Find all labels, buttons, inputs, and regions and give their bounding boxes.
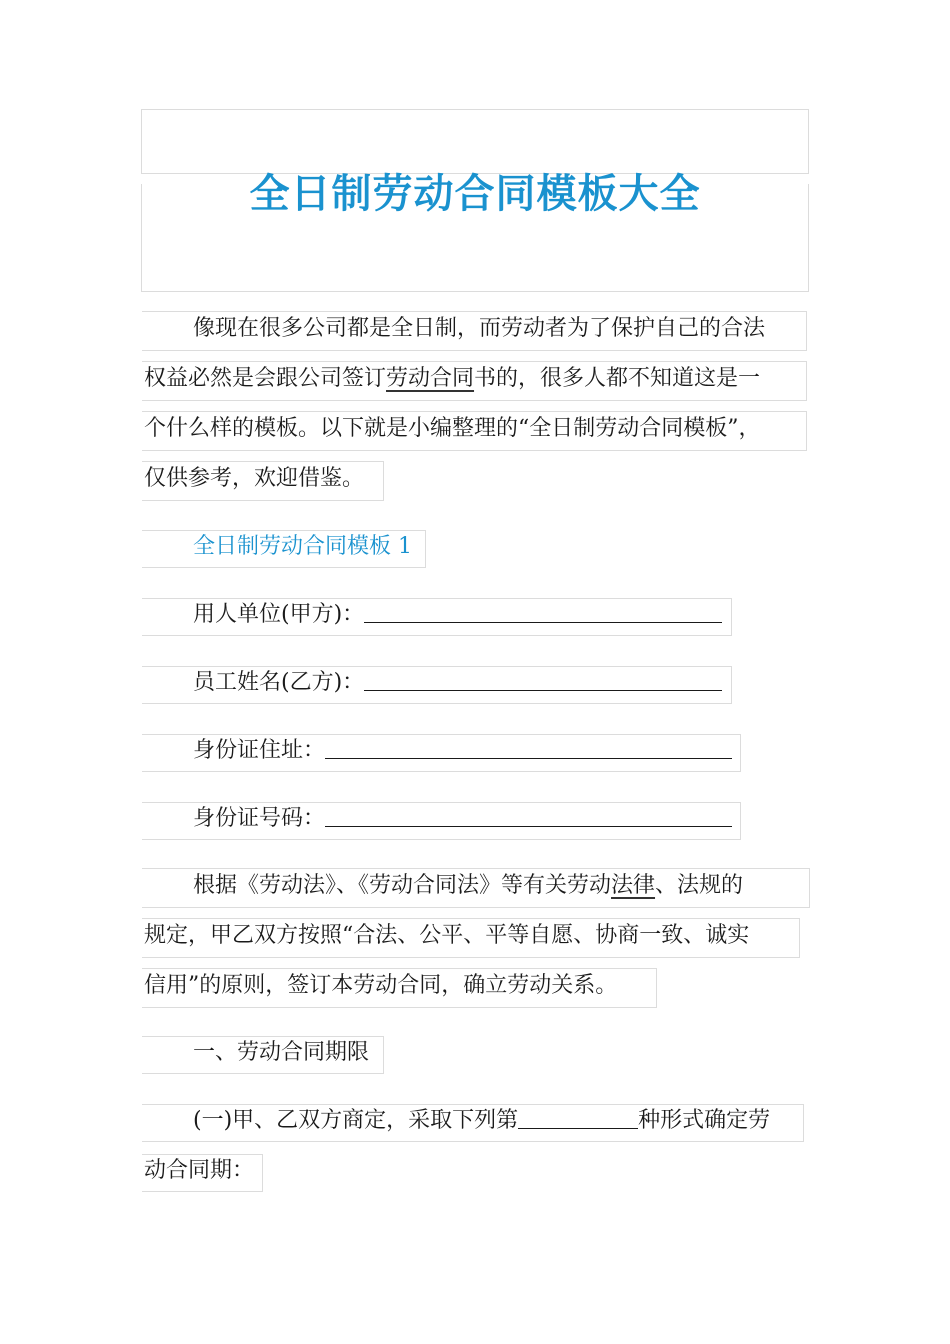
intro-line-2	[144, 362, 760, 396]
basis-line-3: 信用”的原则，签订本劳动合同，确立劳动关系。	[144, 973, 618, 998]
basis-line-1-end: 、法规的	[655, 873, 744, 898]
contract-form-blank[interactable]	[518, 1104, 638, 1129]
employee-blank[interactable]	[364, 666, 722, 691]
clause-1-line-1	[193, 1104, 770, 1138]
intro-line-2-start: 权益必然是会跟公司签订	[144, 366, 387, 391]
clause-1-line-2: 动合同期：	[144, 1158, 255, 1183]
id-number-blank[interactable]	[325, 802, 732, 827]
employer-label: 用人单位(甲方)：	[193, 602, 365, 627]
basis-line-1	[193, 869, 743, 903]
employee-label: 员工姓名(乙方)：	[193, 670, 365, 695]
employer-field	[193, 598, 722, 632]
labor-contract-link[interactable]: 劳动合同	[386, 366, 475, 391]
basis-line-2: 规定，甲乙双方按照“合法、公平、平等自愿、协商一致、诚实	[144, 923, 750, 948]
id-number-field	[193, 802, 732, 836]
intro-line-1: 像现在很多公司都是全日制，而劳动者为了保护自己的合法	[193, 316, 766, 341]
employer-blank[interactable]	[364, 598, 722, 623]
intro-line-4: 仅供参考，欢迎借鉴。	[144, 466, 365, 491]
document-title: 全日制劳动合同模板大全	[249, 171, 701, 217]
title-frame-top	[141, 109, 809, 174]
id-address-blank[interactable]	[325, 734, 732, 759]
id-number-label: 身份证号码：	[193, 806, 326, 831]
clause-1-end: 种形式确定劳	[638, 1108, 771, 1133]
basis-line-1-start: 根据《劳动法》、《劳动合同法》等有关劳动	[193, 873, 612, 898]
employee-field	[193, 666, 722, 700]
chapter-1-heading: 一、劳动合同期限	[193, 1040, 370, 1065]
clause-1-start: (一)甲、乙双方商定，采取下列第	[193, 1108, 519, 1133]
section-heading: 全日制劳动合同模板 1	[193, 534, 412, 559]
intro-line-2-end: 书的，很多人都不知道这是一	[474, 366, 761, 391]
id-address-field	[193, 734, 732, 768]
law-link[interactable]: 法律	[611, 873, 656, 898]
intro-line-3: 个什么样的模板。以下就是小编整理的“全日制劳动合同模板”，	[144, 416, 761, 441]
id-address-label: 身份证住址：	[193, 738, 326, 763]
